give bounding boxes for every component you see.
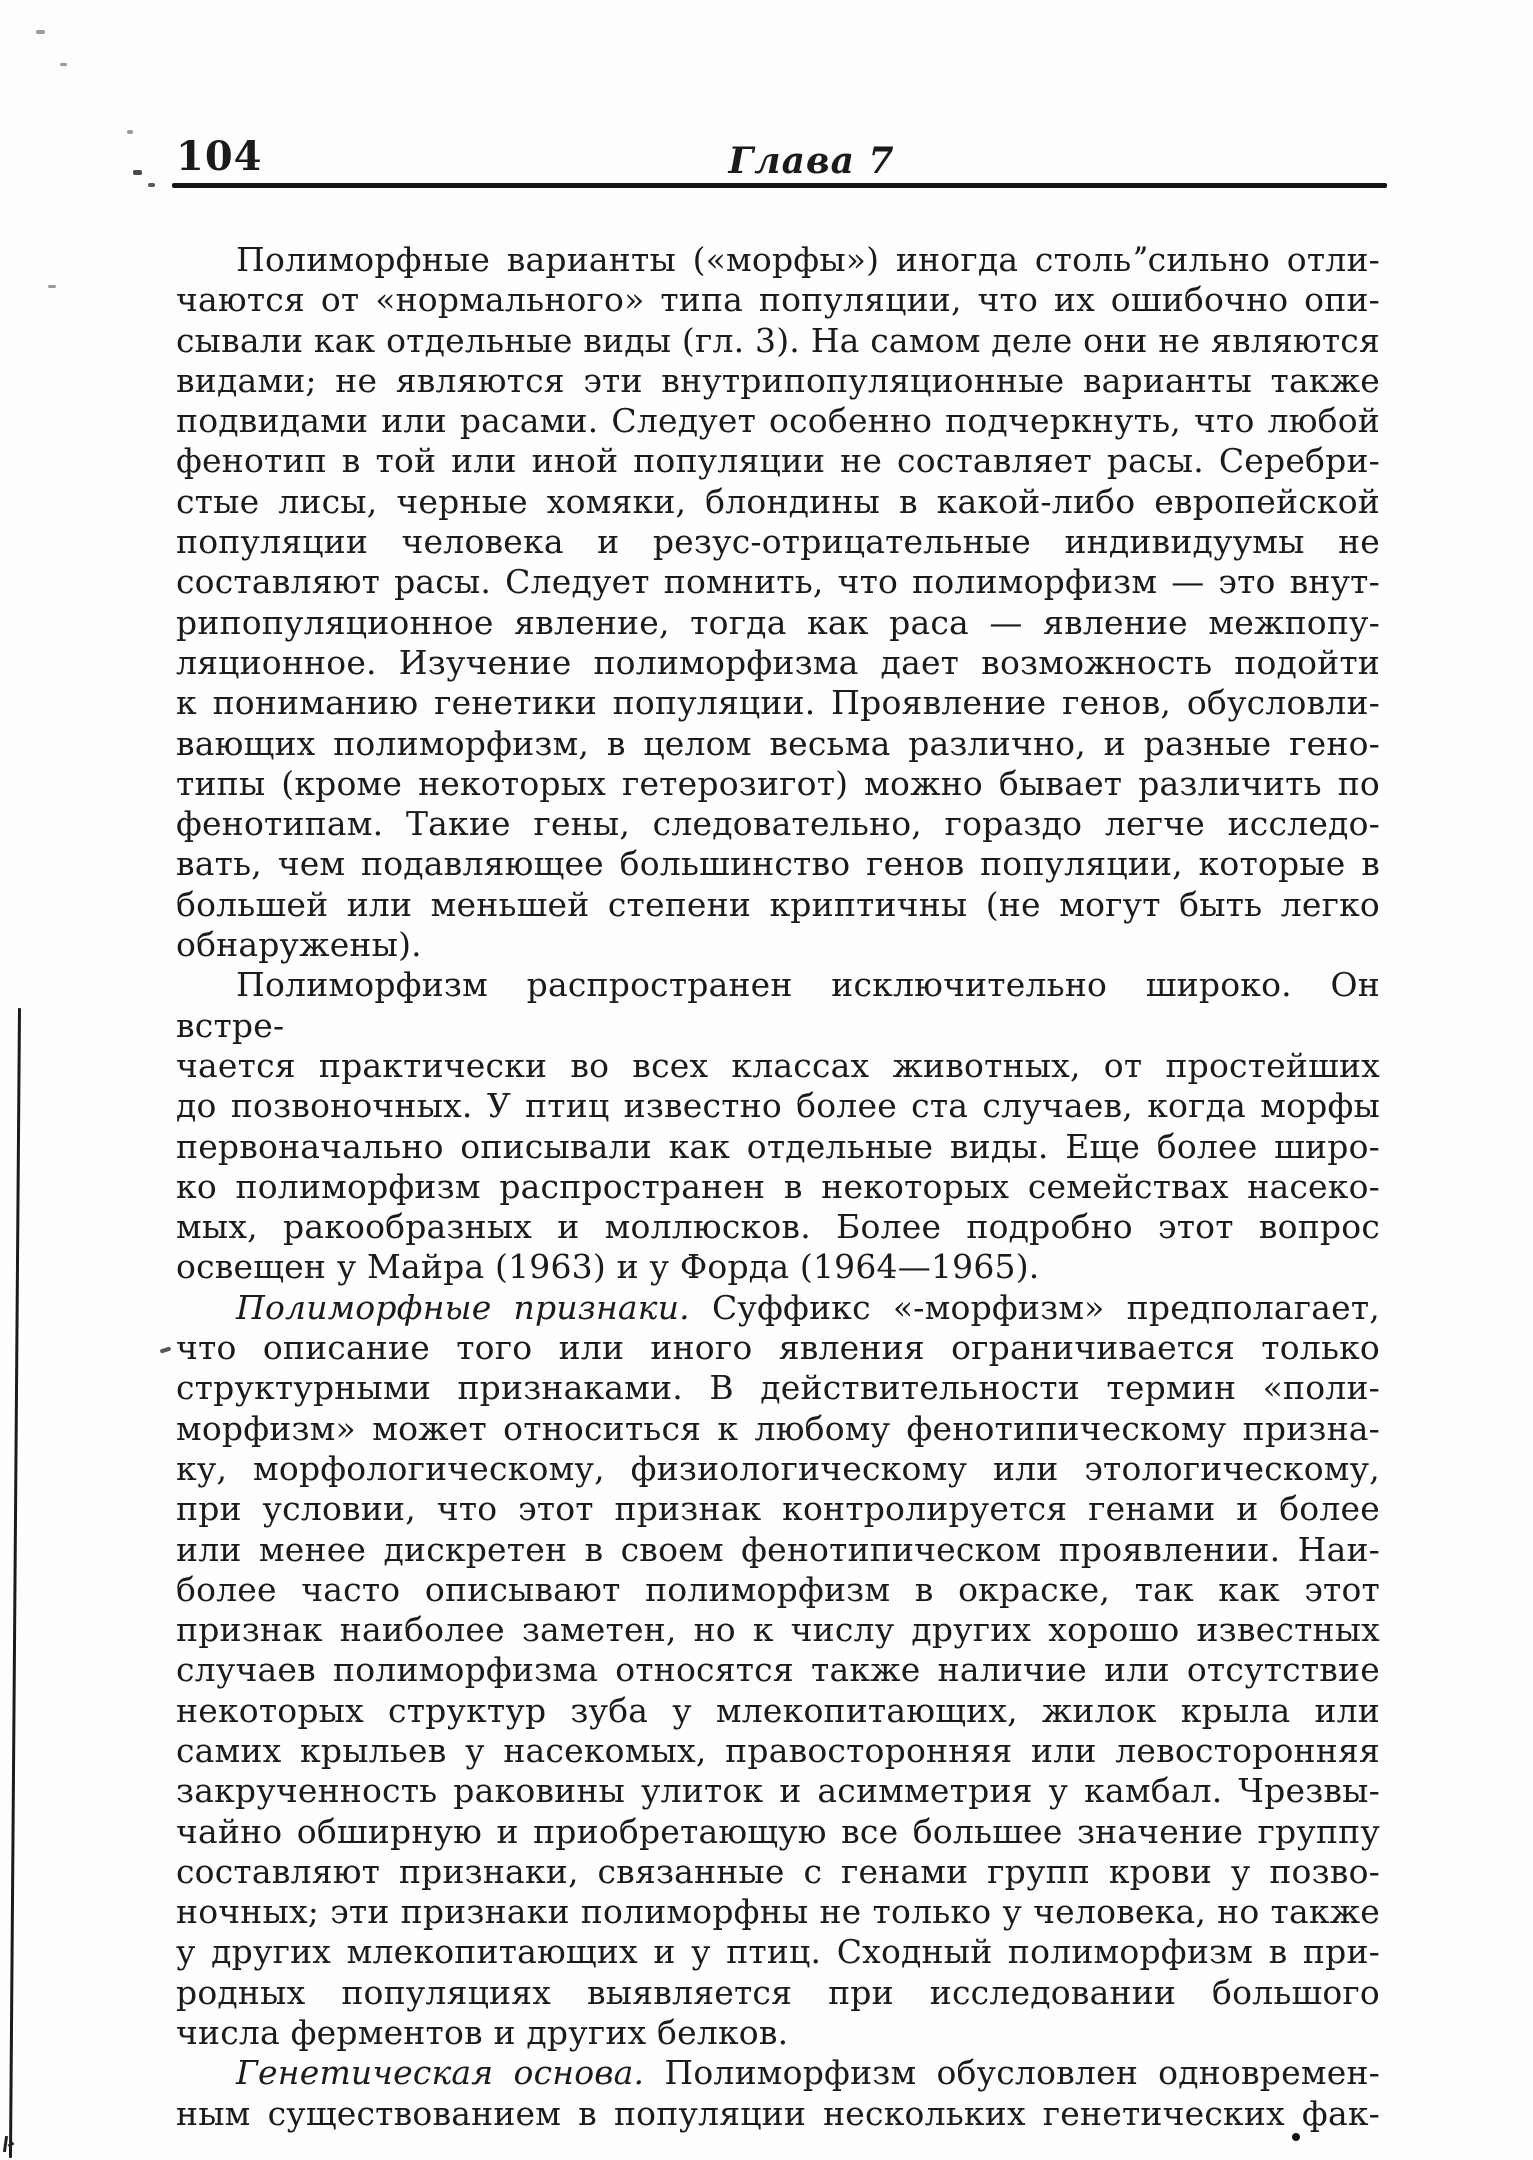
- text-line: или менее дискретен в своем фенотипическом проявлении. Наи-: [176, 1529, 1380, 1569]
- text-line: чайно обширную и приобретающую все большее значение группу: [176, 1811, 1380, 1851]
- text-line: что описание того или иного явления ограничивается только: [176, 1328, 1380, 1368]
- text-line: Полиморфизм распространен исключительно широко. Он встре-: [176, 965, 1380, 1045]
- text-line: некоторых структур зуба у млекопитающих, жилок крыла или: [176, 1690, 1380, 1730]
- scan-speck: [127, 130, 133, 134]
- paragraph: [176, 2053, 1380, 2134]
- paragraph-lead-italic: Генетическая основа.: [236, 2053, 645, 2093]
- scan-speck: [133, 170, 142, 175]
- paragraph: [176, 965, 1380, 1287]
- text-line: стые лисы, черные хомяки, блондины в какой-либо европейской: [176, 481, 1380, 521]
- paragraph-lead-italic: Полиморфные признаки.: [236, 1287, 690, 1327]
- header-rule: [172, 183, 1387, 188]
- text-line: случаев полиморфизма относятся также наличие или отсутствие: [176, 1650, 1380, 1690]
- text-line: числа ферментов и других белков.: [176, 2013, 789, 2053]
- text-line: родных популяциях выявляется при исследовании большого: [176, 1972, 1380, 2012]
- text-line: закрученность раковины улиток и асимметрия у камбал. Чрезвы-: [176, 1771, 1380, 1811]
- scan-speck: [60, 63, 67, 66]
- text-line: чается практически во всех классах животных, от простейших: [176, 1045, 1380, 1085]
- text-line: сывали как отдельные виды (гл. 3). На самом деле они не являются: [176, 320, 1380, 360]
- text-line: к пониманию генетики популяции. Проявление генов, обусловли-: [176, 683, 1380, 723]
- text-line: морфизм» может относиться к любому фенотипическому призна-: [176, 1408, 1380, 1448]
- text-line: Полиморфные признаки. Суффикс «-морфизм» предполагает,: [236, 1287, 1380, 1327]
- text-line: подвидами или расами. Следует особенно подчеркнуть, что любой: [176, 401, 1380, 441]
- scan-speck: [36, 30, 45, 34]
- text-line: вать, чем подавляющее большинство генов популяции, которые в: [176, 844, 1380, 884]
- text-line: ночных; эти признаки полиморфны не только у человека, но также: [176, 1892, 1380, 1932]
- text-line: ляционное. Изучение полиморфизма дает возможность подойти: [176, 642, 1380, 682]
- text-line: типы (кроме некоторых гетерозигот) можно бывает различить по: [176, 763, 1380, 803]
- chapter-running-head: Глава 7: [728, 140, 895, 182]
- text-line: ным существованием в популяции нескольких генетических фак-: [176, 2093, 1380, 2133]
- text-line: фенотипам. Такие гены, следовательно, гораздо легче исследо-: [176, 804, 1380, 844]
- text-line: более часто описывают полиморфизм в окраске, так как этот: [176, 1569, 1380, 1609]
- text-line: Генетическая основа. Полиморфизм обусловлен одновремен-: [236, 2053, 1380, 2093]
- text-line: составляют расы. Следует помнить, что полиморфизм — это внут-: [176, 562, 1380, 602]
- text-line: чаются от «нормального» типа популяции, что их ошибочно опи-: [176, 280, 1380, 320]
- text-line: самих крыльев у насекомых, правосторонняя или левосторонняя: [176, 1730, 1380, 1770]
- paragraph: [176, 1288, 1380, 2054]
- text-line: мых, ракообразных и моллюсков. Более подробно этот вопрос: [176, 1207, 1380, 1247]
- text-line: большей или меньшей степени криптичны (не могут быть легко: [176, 884, 1380, 924]
- text-line: у других млекопитающих и у птиц. Сходный полиморфизм в при-: [176, 1932, 1380, 1972]
- text-line: признак наиболее заметен, но к числу других хорошо известных: [176, 1610, 1380, 1650]
- scan-artifact-corner-mark: [2, 2136, 15, 2152]
- scan-artifact-vertical-line: [9, 1008, 21, 2158]
- text-line: ку, морфологическому, физиологическому или этологическому,: [176, 1448, 1380, 1488]
- text-line: популяции человека и резус-отрицательные индивидуумы не: [176, 522, 1380, 562]
- scan-speck: [48, 285, 56, 288]
- text-line: при условии, что этот признак контролируется генами и более: [176, 1489, 1380, 1529]
- text-line: обнаружены).: [176, 925, 422, 965]
- scan-speck: [148, 183, 155, 187]
- text-line: освещен у Майра (1963) и у Форда (1964—1965).: [176, 1247, 1040, 1287]
- text-line: фенотип в той или иной популяции не составляет расы. Серебри-: [176, 441, 1380, 481]
- text-line: Полиморфные варианты («морфы») иногда стольˮсильно отли-: [236, 240, 1380, 279]
- page-body-text: [176, 240, 1380, 2134]
- text-line: до позвоночных. У птиц известно более ста случаев, когда морфы: [176, 1086, 1380, 1126]
- text-line: составляют признаки, связанные с генами групп крови у позво-: [176, 1851, 1380, 1891]
- text-line: структурными признаками. В действительности термин «поли-: [176, 1368, 1380, 1408]
- scan-artifact-dot: [1292, 2133, 1300, 2141]
- text-line: видами; не являются эти внутрипопуляционные варианты также: [176, 360, 1380, 400]
- text-line: ко полиморфизм распространен в некоторых семействах насеко-: [176, 1166, 1380, 1206]
- page-number: 104: [176, 133, 263, 180]
- text-line: рипопуляционное явление, тогда как раса — явление межпопу-: [176, 602, 1380, 642]
- text-line: первоначально описывали как отдельные виды. Еще более широ-: [176, 1126, 1380, 1166]
- text-line: вающих полиморфизм, в целом весьма различно, и разные гено-: [176, 723, 1380, 763]
- scan-speck: [160, 1346, 172, 1353]
- paragraph: [176, 240, 1380, 965]
